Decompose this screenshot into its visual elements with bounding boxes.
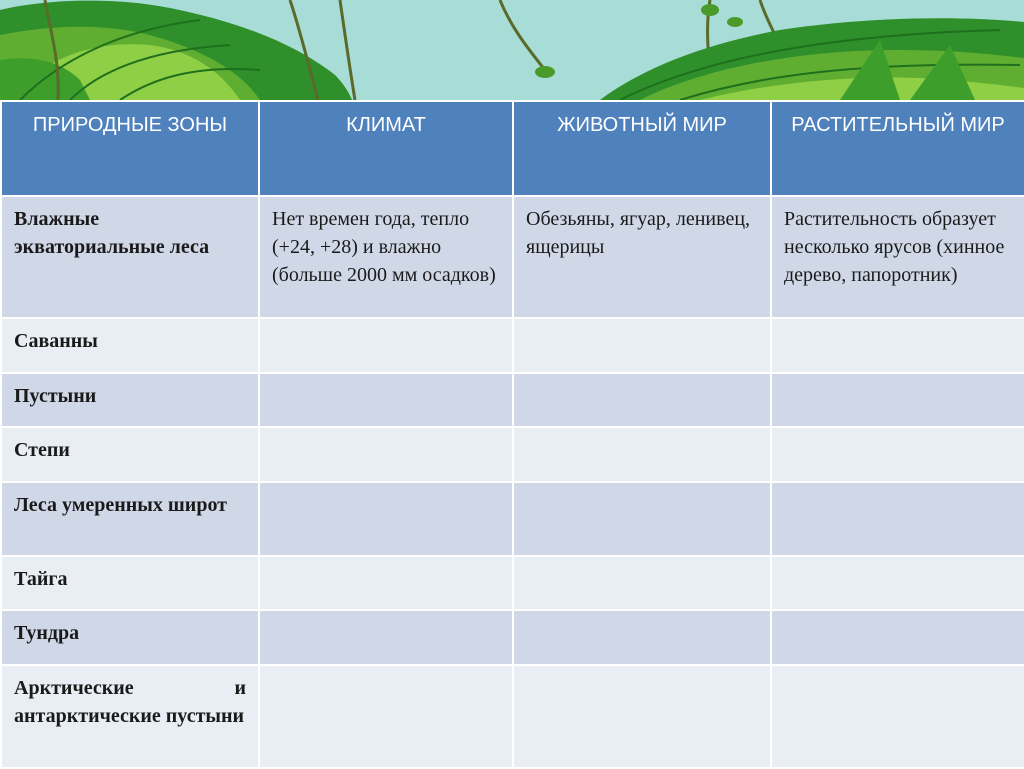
fauna-cell — [513, 482, 771, 556]
flora-cell — [771, 556, 1024, 610]
climate-cell — [259, 318, 513, 373]
flora-cell — [771, 318, 1024, 373]
fauna-cell: Обезьяны, ягуар, ленивец, ящерицы — [513, 196, 771, 318]
zone-cell: Тундра — [1, 610, 259, 665]
flora-cell: Растительность образует несколько ярусов (хинное дерево, папоротник) — [771, 196, 1024, 318]
table-row — [1, 556, 1024, 610]
header-zones: ПРИРОДНЫЕ ЗОНЫ — [1, 101, 259, 196]
table-row — [1, 427, 1024, 482]
table-row — [1, 318, 1024, 373]
zone-cell: Степи — [1, 427, 259, 482]
climate-cell — [259, 427, 513, 482]
climate-cell — [259, 665, 513, 768]
zone-cell: Арктические и антарктические пустыни — [1, 665, 259, 768]
table-row — [1, 373, 1024, 427]
flora-cell — [771, 373, 1024, 427]
fauna-cell — [513, 373, 771, 427]
flora-cell — [771, 665, 1024, 768]
fauna-cell — [513, 610, 771, 665]
table-row — [1, 196, 1024, 318]
flora-cell — [771, 610, 1024, 665]
fauna-cell — [513, 556, 771, 610]
table-row — [1, 665, 1024, 768]
flora-cell — [771, 427, 1024, 482]
fauna-cell — [513, 318, 771, 373]
fauna-cell — [513, 665, 771, 768]
jungle-leaves-banner — [0, 0, 1024, 100]
table-header-row — [1, 101, 1024, 196]
zone-cell: Влажные экваториальные леса — [1, 196, 259, 318]
header-fauna: ЖИВОТНЫЙ МИР — [513, 101, 771, 196]
header-climate: КЛИМАТ — [259, 101, 513, 196]
climate-cell — [259, 610, 513, 665]
zone-cell: Тайга — [1, 556, 259, 610]
flora-cell — [771, 482, 1024, 556]
climate-cell: Нет времен года, тепло (+24, +28) и влажно (больше 2000 мм осадков) — [259, 196, 513, 318]
table-row — [1, 610, 1024, 665]
zone-cell: Пустыни — [1, 373, 259, 427]
climate-cell — [259, 556, 513, 610]
fauna-cell — [513, 427, 771, 482]
table-row — [1, 482, 1024, 556]
zone-cell: Саванны — [1, 318, 259, 373]
zone-cell: Леса умеренных широт — [1, 482, 259, 556]
header-flora: РАСТИТЕЛЬНЫЙ МИР — [771, 101, 1024, 196]
climate-cell — [259, 482, 513, 556]
climate-cell — [259, 373, 513, 427]
natural-zones-table — [0, 100, 1024, 769]
